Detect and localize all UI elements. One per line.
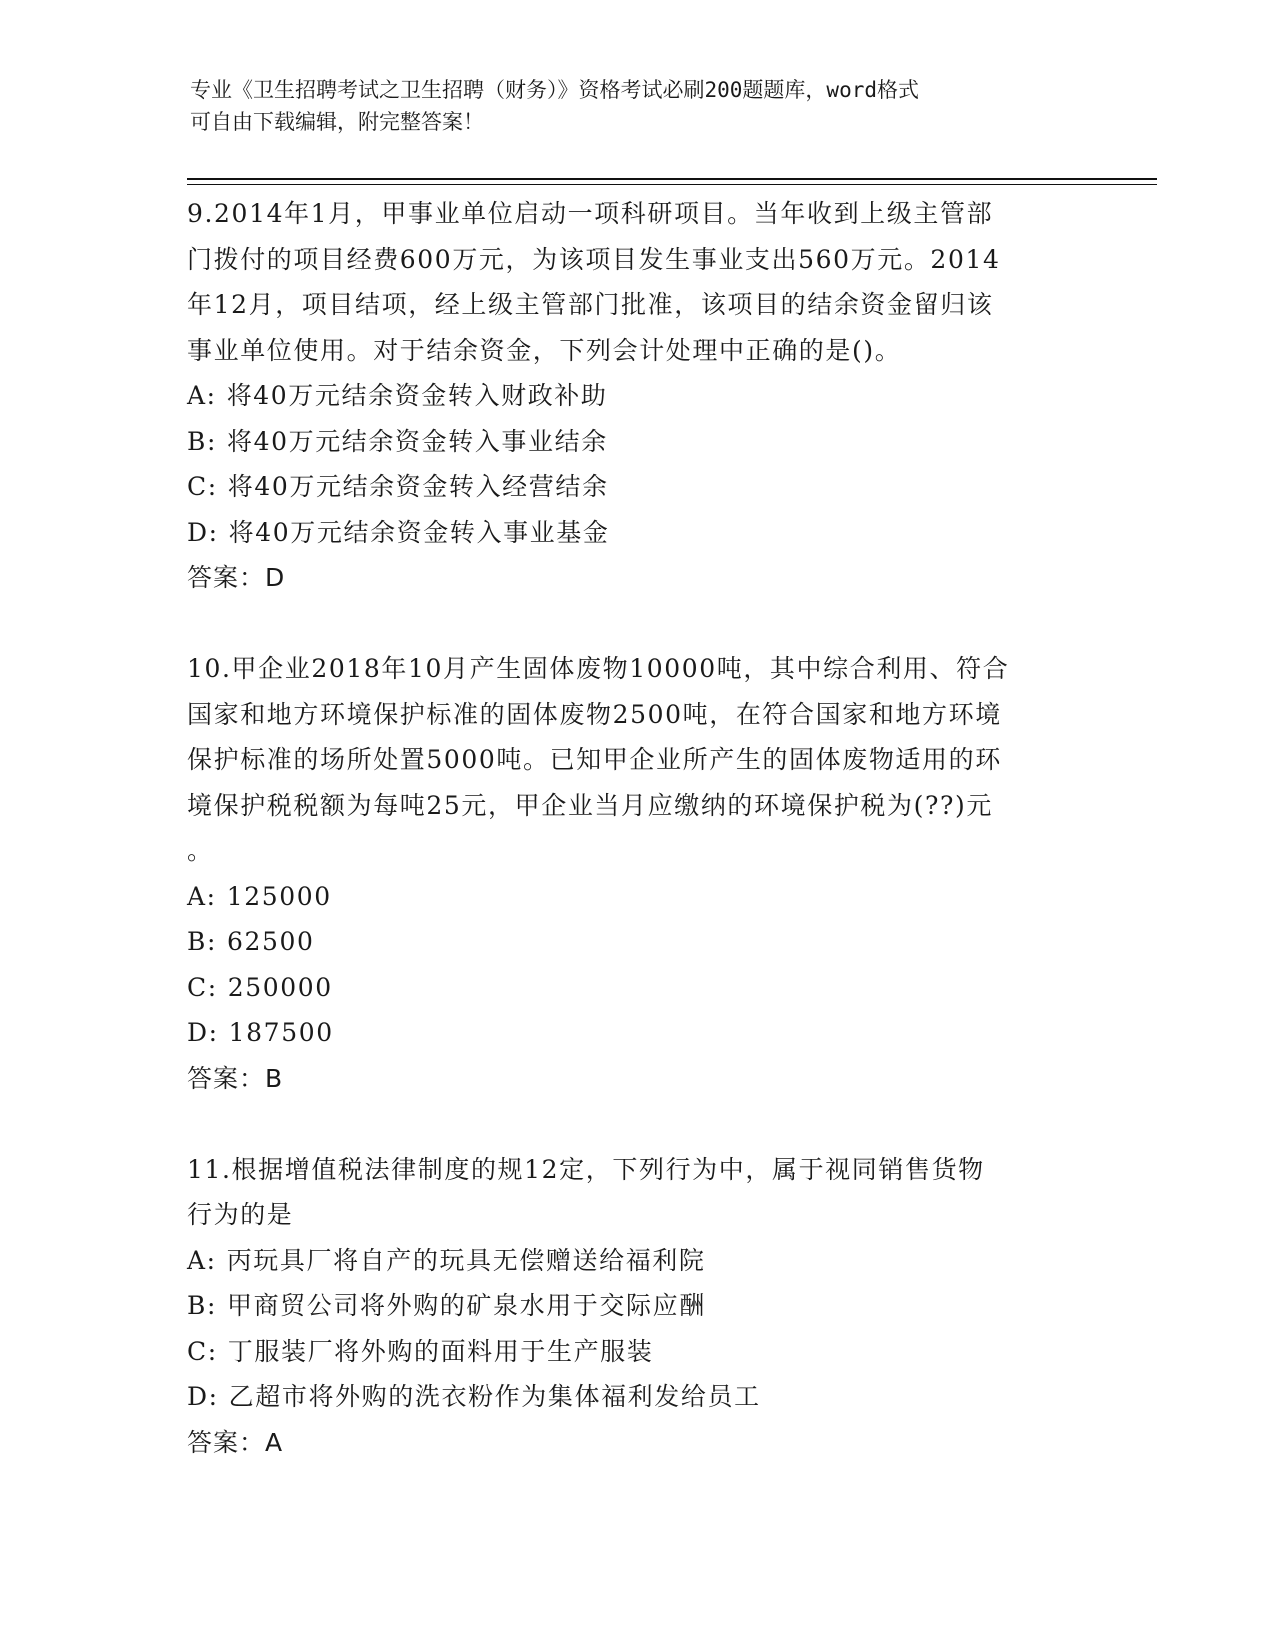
header-divider-thin: [187, 184, 1157, 185]
question-text-line: 11.根据增值税法律制度的规12定，下列行为中，属于视同销售货物: [187, 1154, 985, 1184]
option-key: C:: [187, 972, 218, 1002]
option-d: [187, 510, 1087, 556]
header-title-line-2: 可自由下载编辑，附完整答案！: [190, 110, 484, 134]
option-key: A:: [187, 381, 217, 410]
question-spacer: [187, 601, 1087, 647]
header-divider-thick: [187, 178, 1157, 180]
option-d: [187, 1010, 1087, 1056]
option-text: 乙超市将外购的洗衣粉作为集体福利发给员工: [228, 1382, 761, 1411]
question-block: [187, 1147, 1087, 1466]
question-text-line: 10.甲企业2018年10月产生固体废物10000吨，其中综合利用、符合: [187, 654, 1010, 683]
question-text-line: 境保护税税额为每吨25元，甲企业当月应缴纳的环境保护税为(??)元: [187, 790, 993, 820]
option-key: D:: [187, 517, 219, 547]
option-text: 甲商贸公司将外购的矿泉水用于交际应酬: [227, 1291, 706, 1320]
option-text: 250000: [227, 972, 333, 1002]
question-text-line: 年12月，项目结项，经上级主管部门批准，该项目的结余资金留归该: [187, 290, 994, 319]
option-text: 将40万元结余资金转入经营结余: [227, 472, 609, 501]
option-b: [187, 419, 1087, 465]
option-b: [187, 919, 1087, 965]
option-text: 125000: [226, 881, 332, 911]
question-text-line: 门拨付的项目经费600万元，为该项目发生事业支出560万元。2014: [187, 244, 1001, 274]
option-key: A:: [187, 1245, 217, 1275]
option-text: 丁服装厂将外购的面料用于生产服装: [227, 1336, 654, 1366]
answer-line: 答案：A: [187, 1427, 284, 1457]
question-text-line: 事业单位使用。对于结余资金，下列会计处理中正确的是()。: [187, 335, 902, 365]
option-text: 将40万元结余资金转入事业结余: [227, 426, 608, 456]
question-text-line: 。: [187, 836, 214, 865]
option-c: [187, 464, 1087, 510]
option-a: [187, 373, 1087, 419]
option-key: C:: [187, 1336, 218, 1366]
question-text-line: 9.2014年1月，甲事业单位启动一项科研项目。当年收到上级主管部: [187, 199, 994, 228]
option-d: [187, 1374, 1087, 1420]
option-c: [187, 1329, 1087, 1375]
option-key: D:: [187, 1018, 219, 1047]
answer-line: 答案：B: [187, 1063, 284, 1093]
option-text: 将40万元结余资金转入事业基金: [228, 517, 610, 547]
option-key: B:: [187, 927, 217, 956]
option-key: A:: [187, 881, 217, 911]
option-b: [187, 1283, 1087, 1329]
option-text: 丙玩具厂将自产的玩具无偿赠送给福利院: [226, 1245, 706, 1275]
option-key: D:: [187, 1382, 219, 1411]
question-block: [187, 646, 1087, 1101]
question-text-line: 国家和地方环境保护标准的固体废物2500吨，在符合国家和地方环境: [187, 699, 1002, 729]
document-header: [190, 74, 1070, 138]
option-key: B:: [187, 426, 217, 456]
option-key: C:: [187, 472, 218, 501]
option-text: 将40万元结余资金转入财政补助: [226, 381, 608, 410]
header-title-line-1: 专业《卫生招聘考试之卫生招聘（财务）》资格考试必刷200题题库，word格式: [190, 78, 919, 102]
question-block: [187, 191, 1087, 601]
option-key: B:: [187, 1291, 217, 1320]
question-text-line: 保护标准的场所处置5000吨。已知甲企业所产生的固体废物适用的环: [187, 745, 1002, 774]
question-spacer: [187, 1101, 1087, 1147]
option-text: 62500: [227, 927, 315, 956]
option-a: [187, 874, 1087, 920]
option-c: [187, 965, 1087, 1011]
option-a: [187, 1238, 1087, 1284]
answer-line: 答案：D: [187, 563, 286, 592]
question-text-line: 行为的是: [187, 1200, 294, 1229]
option-text: 187500: [228, 1018, 334, 1047]
question-list: [187, 191, 1087, 1465]
